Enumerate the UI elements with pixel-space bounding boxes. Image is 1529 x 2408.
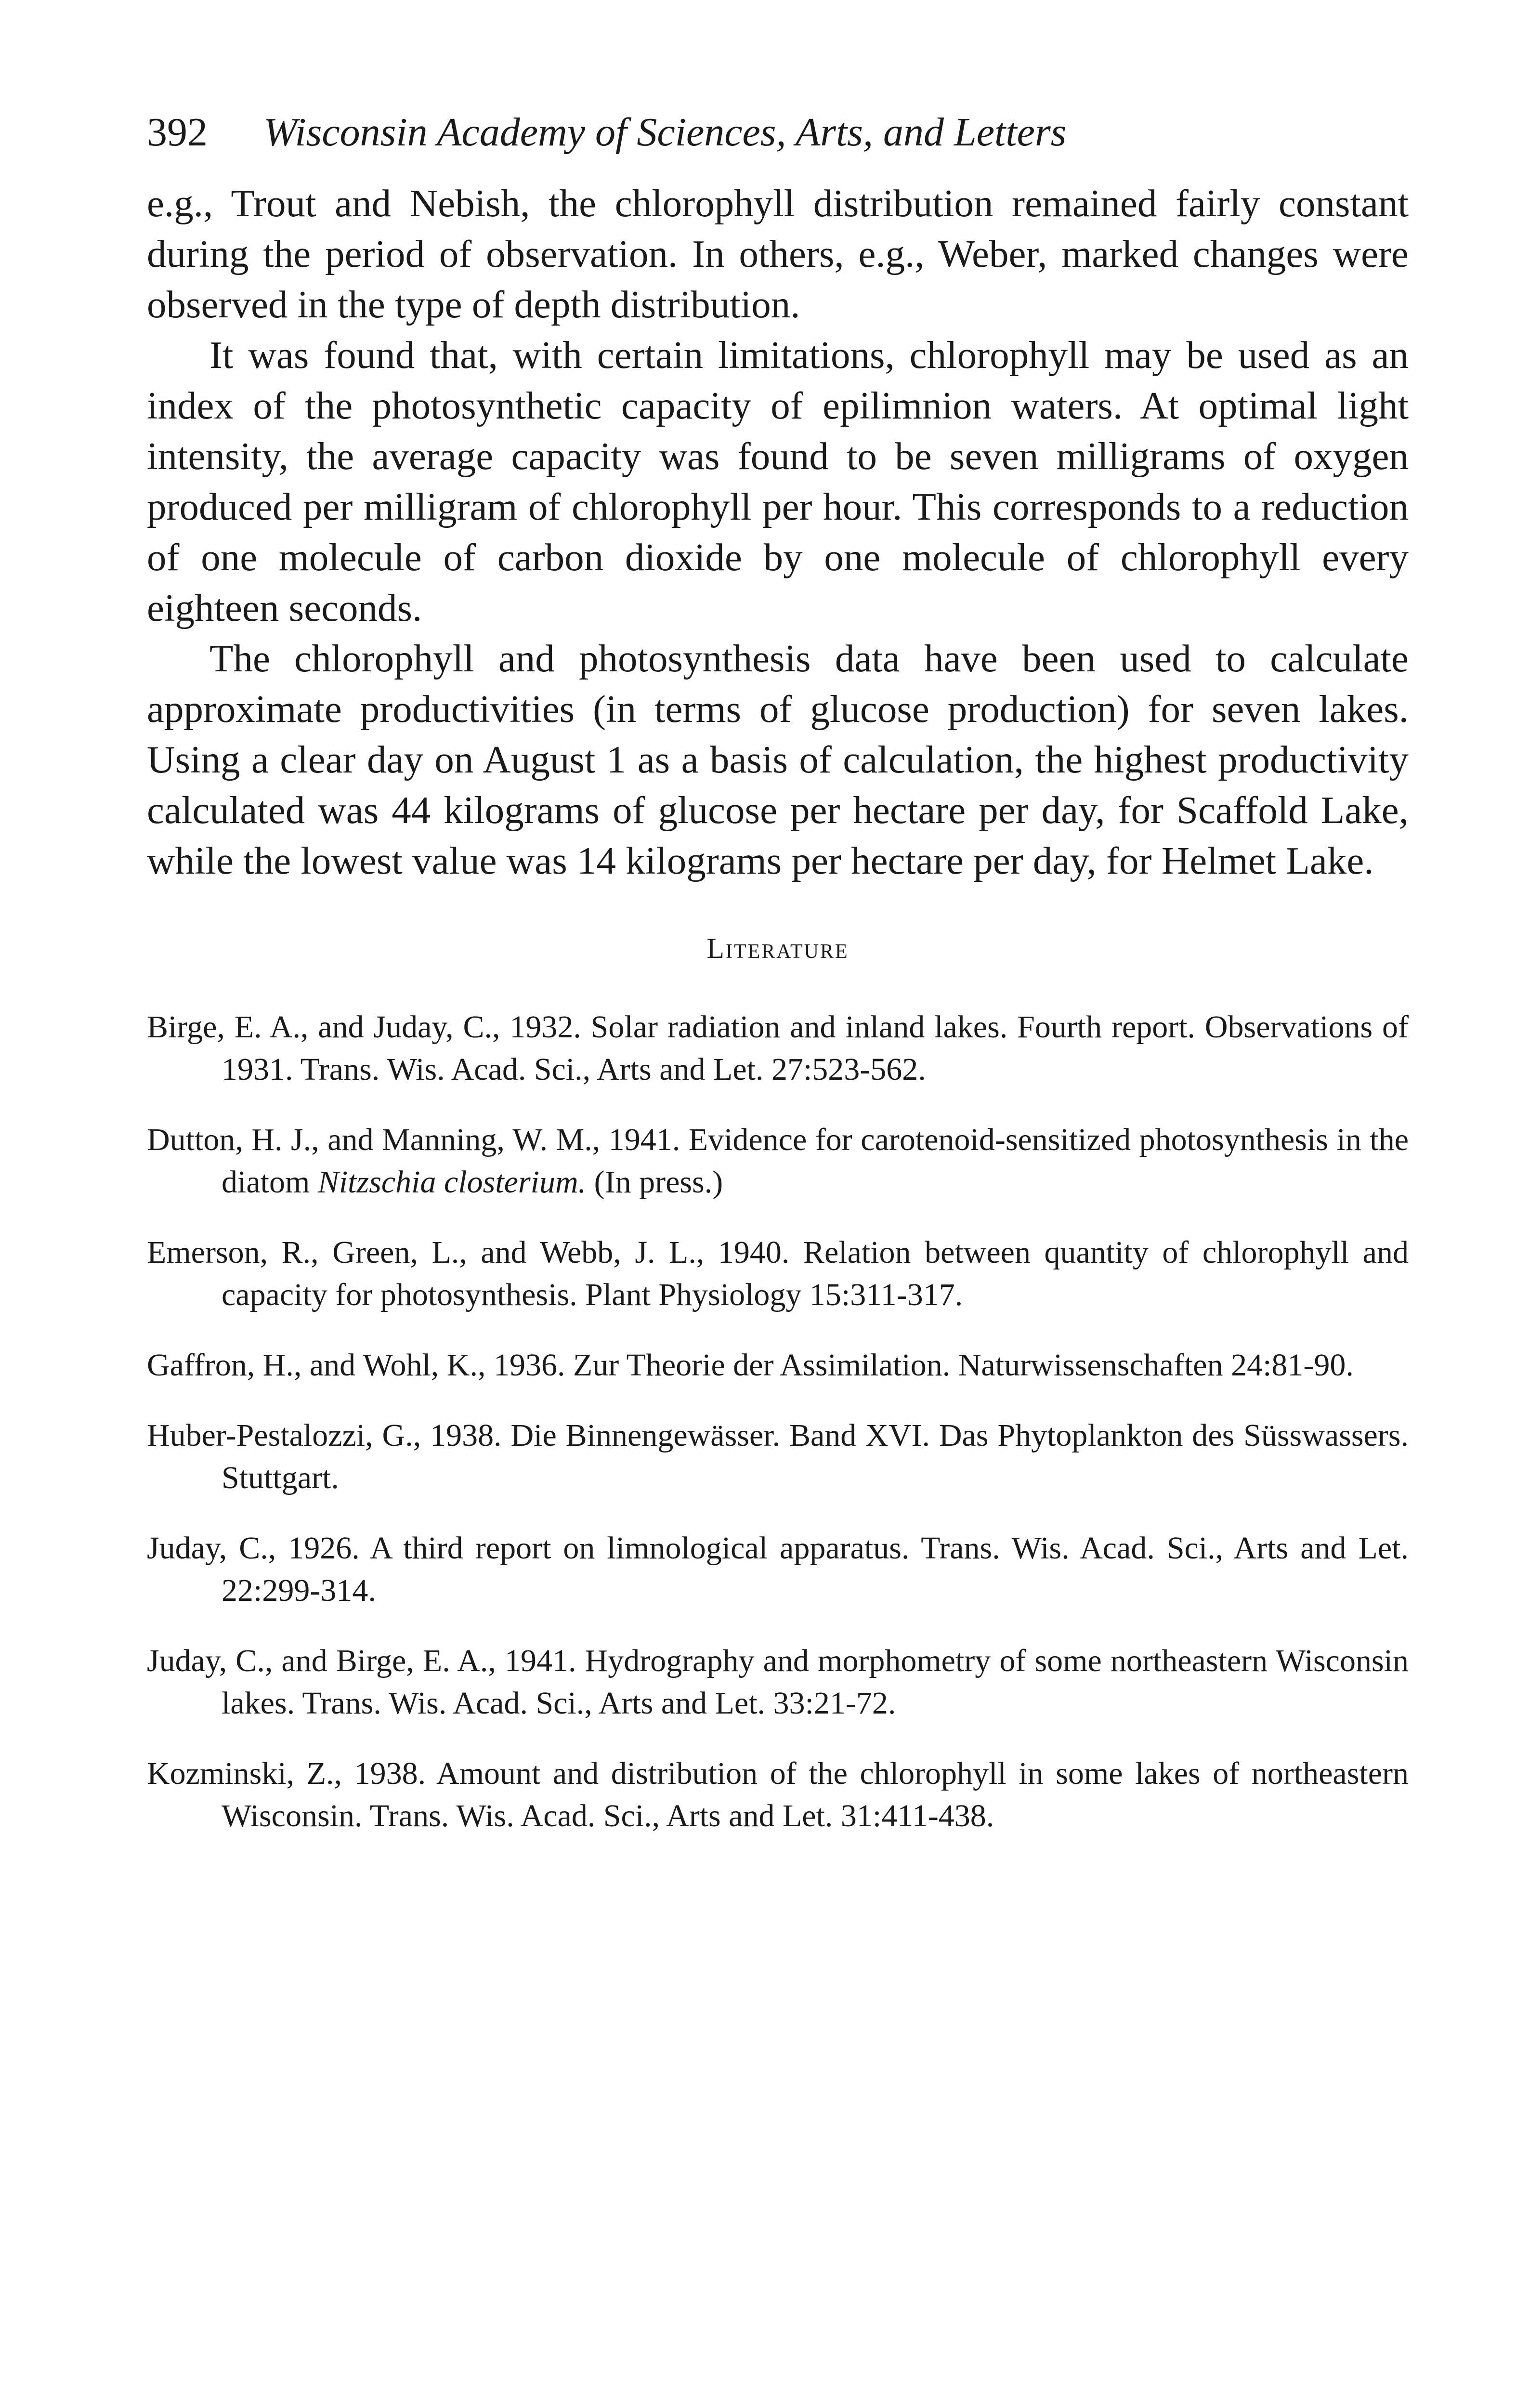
reference-item: Emerson, R., Green, L., and Webb, J. L., 1940. Relation between quantity of chlorophyll and capacity for photosynthesis. Plant Physiology 15:311-317. [147, 1235, 1409, 1312]
running-head [147, 106, 1409, 159]
reference-item: Kozminski, Z., 1938. Amount and distribution of the chlorophyll in some lakes of northeastern Wisconsin. Trans. Wis. Acad. Sci., Arts and Let. 31:411-438. [147, 1756, 1409, 1833]
reference-list [147, 1006, 1409, 1837]
reference-item: Juday, C., and Birge, E. A., 1941. Hydrography and morphometry of some northeastern Wisconsin lakes. Trans. Wis. Acad. Sci., Arts and Let. 33:21-72. [147, 1643, 1409, 1721]
journal-title: Wisconsin Academy of Sciences, Arts, and Letters [263, 110, 1067, 155]
reference-item [147, 1119, 1409, 1204]
species-name: Nitzschia closterium. [317, 1165, 587, 1200]
document-page [147, 106, 1409, 1865]
body-paragraph: e.g., Trout and Nebish, the chlorophyll distribution remained fairly constant during the period of observation. In others, e.g., Weber, marked changes were observed in the type of depth distribution. [147, 182, 1409, 326]
reference-item: Huber-Pestalozzi, G., 1938. Die Binnengewässer. Band XVI. Das Phytoplankton des Süsswassers. Stuttgart. [147, 1418, 1409, 1495]
literature-heading: Literature [706, 932, 849, 964]
body-text [147, 178, 1409, 886]
reference-item: Gaffron, H., and Wohl, K., 1936. Zur Theorie der Assimilation. Naturwissenschaften 24:81-90. [147, 1348, 1354, 1383]
reference-item: Juday, C., 1926. A third report on limnological apparatus. Trans. Wis. Acad. Sci., Arts and Let. 22:299-314. [147, 1531, 1409, 1608]
body-paragraph: The chlorophyll and photosynthesis data have been used to calculate approximate productivities (in terms of glucose production) for seven lakes. Using a clear day on August 1 as a basis of calculation, the highest productivity calculated was 44 kilograms of glucose per hectare per day, for Scaffold Lake, while the lowest value was 14 kilograms per hectare per day, for Helmet Lake. [147, 637, 1409, 882]
body-paragraph: It was found that, with certain limitations, chlorophyll may be used as an index of the photosynthetic capacity of epilimnion waters. At optimal light intensity, the average capacity was found to be seven milligrams of oxygen produced per milligram of chlorophyll per hour. This corresponds to a reduction of one molecule of carbon dioxide by one molecule of chlorophyll every eighteen seconds. [147, 333, 1409, 629]
reference-text: (In press.) [586, 1165, 723, 1200]
reference-text: Dutton, H. J., and Manning, W. M., 1941. Evidence for carotenoid-sensitized photosynthesis in the diatom [147, 1122, 1409, 1200]
reference-item: Birge, E. A., and Juday, C., 1932. Solar radiation and inland lakes. Fourth report. Observations of 1931. Trans. Wis. Acad. Sci., Arts and Let. 27:523-562. [147, 1009, 1409, 1087]
page-number: 392 [147, 110, 208, 155]
